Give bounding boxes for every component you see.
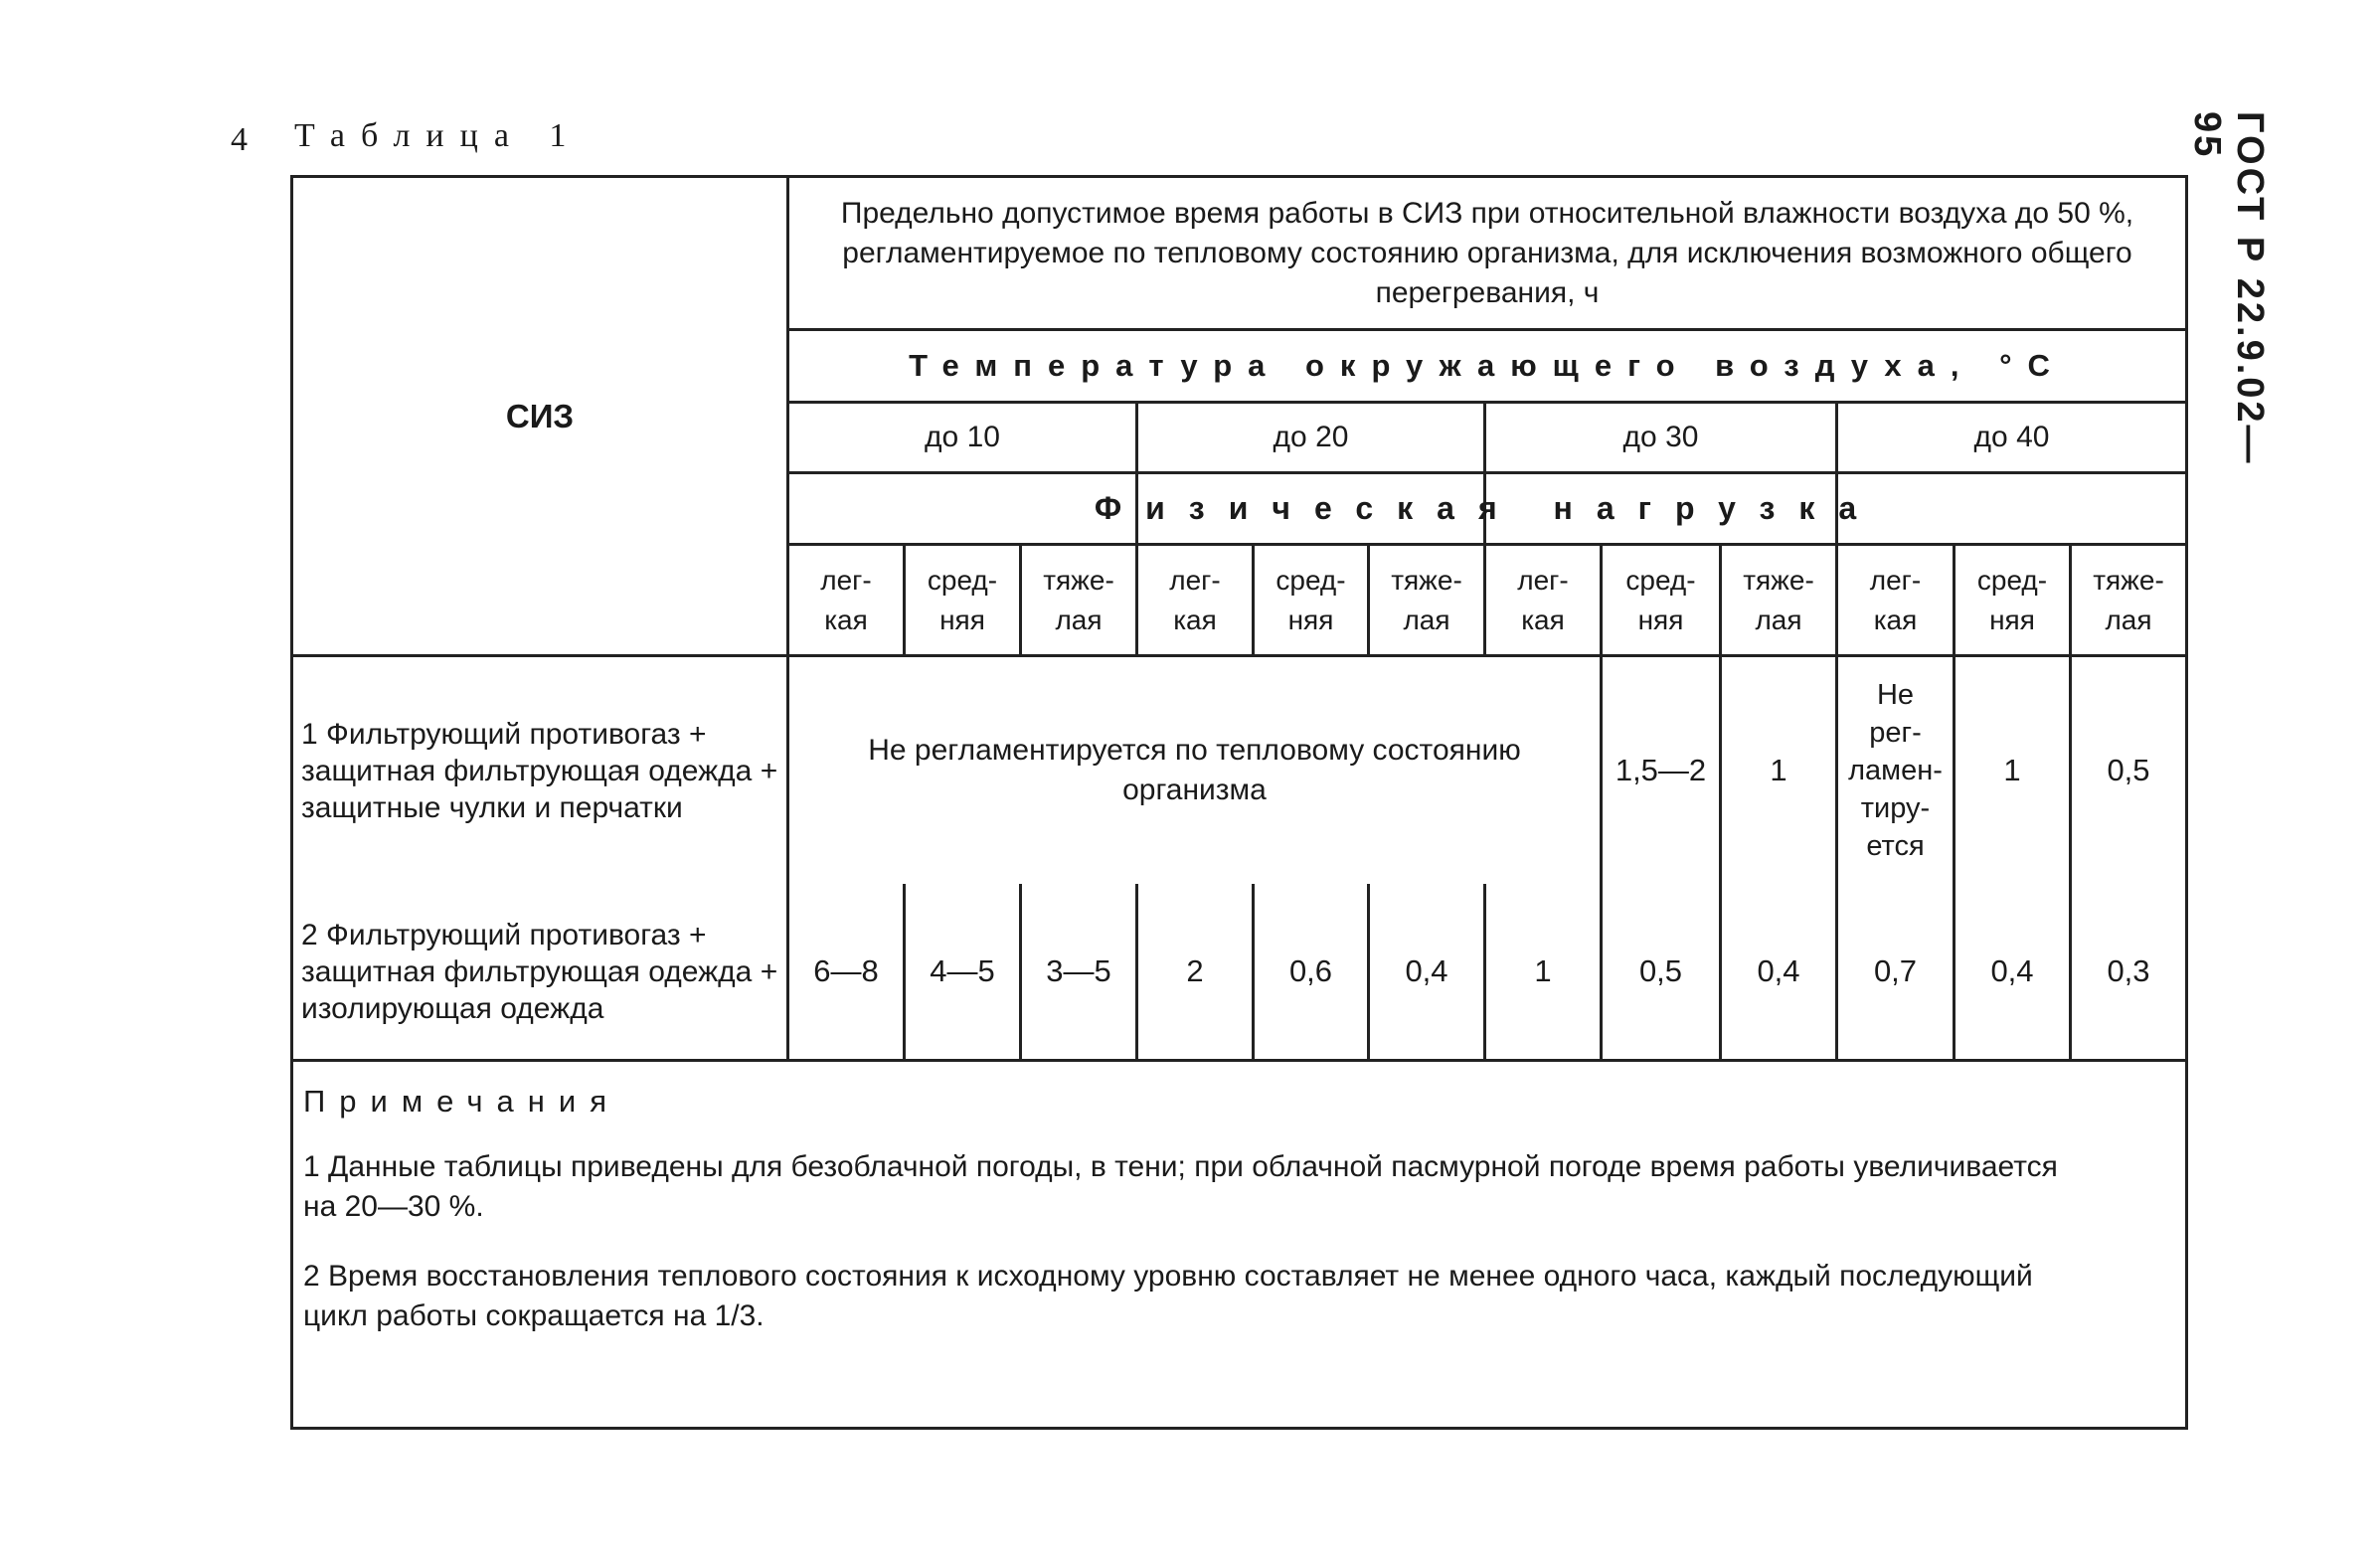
row-2-value: 6—8: [813, 953, 879, 988]
row-2-value: 0,5: [1638, 953, 1683, 988]
load-heavy: тяже- лая: [1043, 564, 1114, 635]
load-header: Физическая нагрузка: [1094, 490, 1881, 526]
temp-range-10: до 10: [925, 421, 1000, 453]
row-2-value: 4—5: [930, 953, 995, 988]
row-2-value: 2: [1186, 953, 1204, 988]
temp-range-20: до 20: [1273, 421, 1349, 453]
temp-range-30: до 30: [1622, 421, 1699, 453]
load-light: лег- кая: [1517, 564, 1569, 635]
document-code: ГОСТ Р 22.9.02—95: [2186, 111, 2271, 466]
load-medium: сред- няя: [1275, 564, 1346, 635]
row-2-value: 0,4: [1990, 953, 2034, 988]
row-2-value: 1: [1534, 953, 1552, 988]
note-item: 1 Данные таблицы приведены для безоблачной погоды, в тени; при облачной пасмурной погоде время работы увеличивается на 20—30 %.: [303, 1150, 2058, 1223]
row-2-value: 0,7: [1873, 953, 1918, 988]
temperature-header: Температура окружающего воздуха, °С: [909, 348, 2066, 383]
main-header: Предельно допустимое время работы в СИЗ при относительной влажности воздуха до 50 %, регламентируемое по тепловому состоянию организма, для исключения возможного общего перегревания, ч: [840, 196, 2134, 309]
load-heavy: тяже- лая: [2093, 564, 2164, 635]
notes-title: Примечания: [303, 1084, 620, 1119]
table-title: Таблица 1: [294, 117, 583, 154]
row-1-value: Не рег- ламен- тиру- ется: [1848, 679, 1943, 862]
row-1-value: 1: [1770, 753, 1787, 787]
load-light: лег- кая: [1169, 564, 1221, 635]
row-2-value: 0,3: [2107, 953, 2150, 988]
row-2-value: 0,4: [1405, 953, 1448, 988]
row-2-value: 0,4: [1757, 953, 1800, 988]
data-table: [290, 175, 2188, 1062]
row-1-label: 1 Фильтрующий противогаз + защитная фильтрующая одежда + защитные чулки и перчатки: [301, 717, 778, 824]
load-light: лег- кая: [820, 564, 872, 635]
row-1-not-regulated: Не регламентируется по тепловому состоянию организма: [868, 734, 1521, 806]
load-light: лег- кая: [1869, 564, 1922, 635]
load-medium: сред- няя: [1976, 564, 2048, 635]
row-2-value: 0,6: [1288, 953, 1333, 988]
temp-range-40: до 40: [1973, 421, 2050, 453]
row-2-value: 3—5: [1046, 953, 1111, 988]
notes-section: [290, 1062, 2188, 1430]
row-1-value: 0,5: [2107, 753, 2150, 787]
load-heavy: тяже- лая: [1391, 564, 1462, 635]
note-item: 2 Время восстановления теплового состояния к исходному уровню составляет не менее одного часа, каждый последующий цикл работы сокращается на 1/3.: [303, 1260, 2033, 1332]
siz-header: СИЗ: [505, 397, 575, 434]
load-medium: сред- няя: [1625, 564, 1696, 635]
row-1-value: 1: [2003, 753, 2021, 787]
load-heavy: тяже- лая: [1743, 564, 1814, 635]
row-1-value: 1,5—2: [1615, 753, 1707, 787]
load-medium: сред- няя: [927, 564, 998, 635]
page-number: 4: [231, 121, 248, 158]
row-2-label: 2 Фильтрующий противогаз + защитная фильтрующая одежда + изолирующая одежда: [301, 918, 778, 1025]
